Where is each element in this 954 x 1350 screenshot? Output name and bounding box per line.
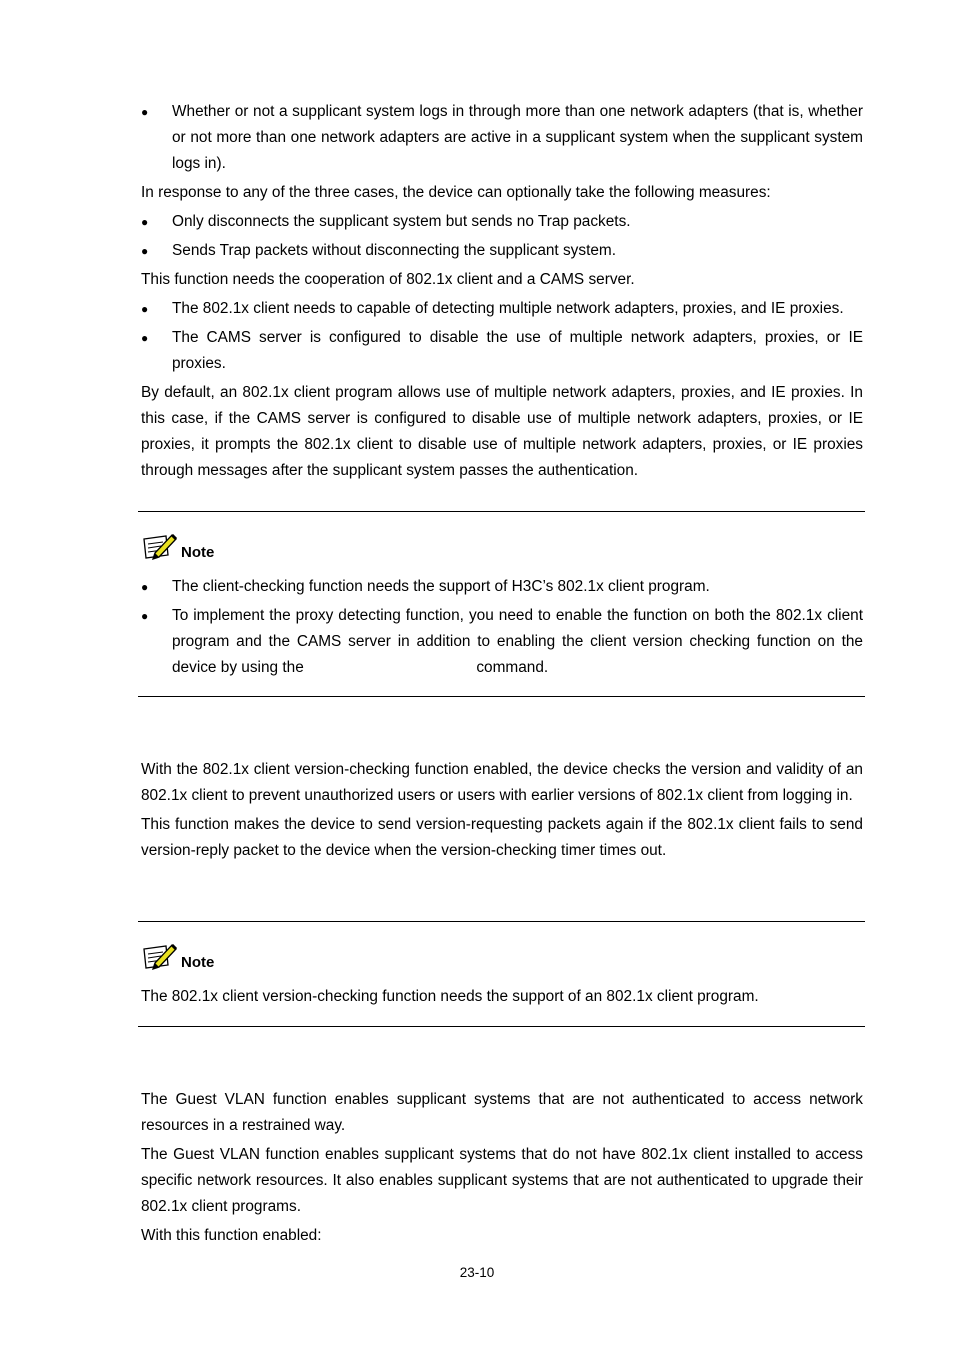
- bullet-text: Sends Trap packets without disconnecting the supplicant system.: [172, 242, 617, 259]
- paragraph: The Guest VLAN function enables supplicant systems that are not authenticated to access network resources in a restrained way.: [141, 1091, 863, 1134]
- bullet-icon: ●: [141, 105, 149, 119]
- note-label: Note: [181, 544, 215, 561]
- coop-intro: This function needs the cooperation of 802.1x client and a CAMS server.: [141, 271, 635, 288]
- bullet-item: [141, 238, 863, 264]
- section-guest-vlan: [141, 1087, 863, 1249]
- note-body: [141, 574, 863, 681]
- bullet-icon: ●: [141, 609, 149, 623]
- paragraph: With the 802.1x client version-checking function enabled, the device checks the version and validity of an 802.1x client to prevent unauthorized users or users with earlier versions of 802.1x client from logging in.: [141, 761, 863, 804]
- paragraph: This function makes the device to send version-requesting packets again if the 802.1x client fails to send version-reply packet to the device when the version-checking timer times out.: [141, 816, 863, 859]
- note-bottom-rule: [138, 696, 865, 697]
- section-client-checking: [141, 99, 863, 484]
- bullet-icon: ●: [141, 331, 149, 345]
- bullet-item: [141, 325, 863, 377]
- bullet-text: The CAMS server is configured to disable the use of multiple network adapters, proxies, or IE proxies.: [172, 329, 863, 372]
- bullet-text: Only disconnects the supplicant system but sends no Trap packets.: [172, 213, 631, 230]
- bullet-item: [141, 603, 863, 681]
- bullet-icon: ●: [141, 215, 149, 229]
- note-bottom-rule: [138, 1026, 865, 1027]
- default-paragraph: By default, an 802.1x client program allows use of multiple network adapters, proxies, and IE proxies. In this case, if the CAMS server is configured to disable use of multiple network adapters, proxies, or IE proxies, it prompts the 802.1x client to disable use of multiple network adapters, proxies, or IE proxies through messages after the supplicant system passes the authentication.: [141, 384, 863, 479]
- paragraph: With this function enabled:: [141, 1227, 322, 1244]
- note-label: Note: [181, 954, 215, 971]
- bullet-text: The client-checking function needs the support of H3C’s 802.1x client program.: [172, 578, 710, 595]
- section-version-checking: [141, 757, 863, 864]
- bullet-item: [141, 99, 863, 177]
- note-pencil-icon: [141, 531, 179, 561]
- bullet-icon: ●: [141, 244, 149, 258]
- bullet-text: Whether or not a supplicant system logs in through more than one network adapters (that is, whether or not more than one network adapters are active in a supplicant system when the supplicant system logs in).: [172, 103, 863, 172]
- paragraph: The Guest VLAN function enables supplicant systems that do not have 802.1x client installed to access specific network resources. It also enables supplicant systems that are not authenticated to upgrade their 802.1x client programs.: [141, 1146, 863, 1215]
- note-body: [141, 984, 863, 1010]
- bullet-item: [141, 296, 863, 322]
- bullet-item: [141, 574, 863, 600]
- note-top-rule: [138, 511, 865, 512]
- note-text: The 802.1x client version-checking function needs the support of an 802.1x client program.: [141, 988, 759, 1005]
- bullet-text: The 802.1x client needs to capable of detecting multiple network adapters, proxies, and IE proxies.: [172, 300, 844, 317]
- bullet-text-end: command.: [476, 659, 549, 676]
- note-top-rule: [138, 921, 865, 922]
- bullet-icon: ●: [141, 580, 149, 594]
- note-header: [141, 531, 214, 561]
- measures-intro: In response to any of the three cases, the device can optionally take the following measures:: [141, 184, 771, 201]
- note-pencil-icon: [141, 941, 179, 971]
- bullet-item: [141, 209, 863, 235]
- bullet-text: To implement the proxy detecting function, you need to enable the function on both the 802.1x client program and the CAMS server in addition to enabling the client version checking function on the device by using the: [172, 607, 863, 676]
- page-number: 23-10: [459, 1265, 495, 1280]
- note-header: [141, 941, 214, 971]
- bullet-icon: ●: [141, 302, 149, 316]
